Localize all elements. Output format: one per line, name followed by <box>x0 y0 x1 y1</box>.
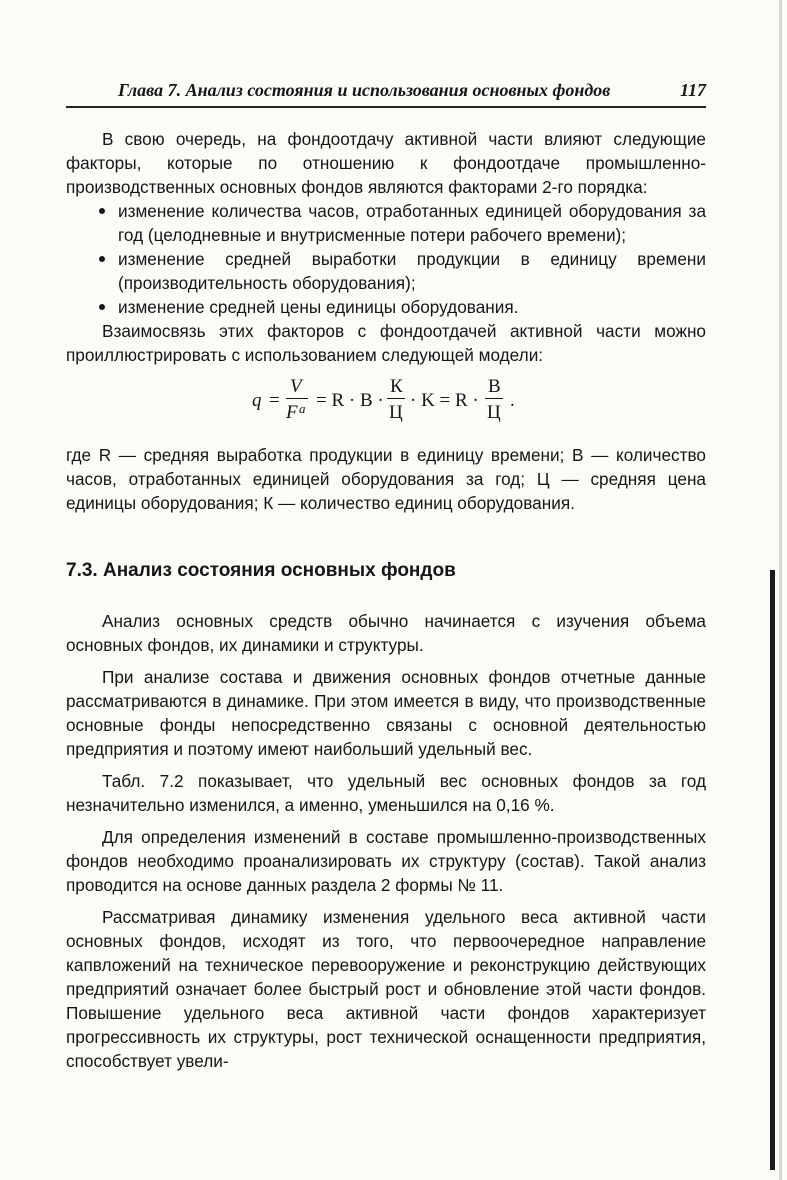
scan-edge <box>779 0 782 1180</box>
fraction-line <box>387 398 405 399</box>
formula-F: F <box>286 402 298 423</box>
intro-paragraph: В свою очередь, на фондоотдачу активной части влияют следующие факторы, которые по отношению к фондоотдаче промышленно-производственных основных фондов являются факторами 2-го порядка: <box>66 129 706 197</box>
formula-B: В <box>488 376 501 397</box>
chapter-title: Глава 7. Анализ состояния и использования основных фондов <box>118 80 611 100</box>
paragraph: Рассматривая динамику изменения удельного веса активной части основных фондов, исходят из того, что первоочередное направление капвложений на техническое перевооружение и реконструкцию действующих предприятий означает более быстрый рост и обновление этой части фондов. Повышение удельного веса активной части фондов характеризует прогрессивность их структуры, рост технической оснащенности предприятия, способствует увели- <box>66 907 706 1071</box>
formula <box>66 371 706 429</box>
factor-list <box>66 199 706 319</box>
list-item: изменение средней цены единицы оборудования. <box>66 295 706 319</box>
formula-V: V <box>290 376 302 397</box>
formula-C1: Ц <box>389 402 403 423</box>
formula-eq: = <box>269 390 280 411</box>
paragraph: Анализ основных средств обычно начинается с изучения объема основных фондов, их динамики и структуры. <box>66 611 706 655</box>
scan-edge-dark <box>770 570 775 1170</box>
formula-part1: = R · B · <box>316 390 384 411</box>
paragraph: Табл. 7.2 показывает, что удельный вес основных фондов за год незначительно изменился, а именно, уменьшился на 0,16 %. <box>66 771 706 815</box>
formula-q: q <box>252 390 262 411</box>
formula-C2: Ц <box>487 402 501 423</box>
formula-part2: · K = R · <box>410 390 479 411</box>
where-paragraph: где R — средняя выработка продукции в единицу времени; В — количество часов, отработанных единицей оборудования за год; Ц — средняя цена единицы оборудования; К — количество единиц оборудования. <box>66 445 706 513</box>
section-title: 7.3. Анализ состояния основных фондов <box>66 560 456 581</box>
relation-paragraph: Взаимосвязь этих факторов с фондоотдачей активной части можно проиллюстрировать с использованием следующей модели: <box>66 321 706 365</box>
paragraph: При анализе состава и движения основных фондов отчетные данные рассматриваются в динамике. При этом имеется в виду, что производственные основные фонды непосредственно связаны с основной деятельностью предприятия и поэтому имеют наибольший удельный вес. <box>66 667 706 759</box>
list-item: изменение количества часов, отработанных единицей оборудования за год (целодневные и внутрисменные потери рабочего времени); <box>66 199 706 247</box>
running-header <box>66 80 706 108</box>
page-number: 117 <box>679 80 706 100</box>
body-text <box>66 127 706 1073</box>
formula-K: К <box>390 376 403 397</box>
formula-a: a <box>299 401 306 416</box>
formula-end: . <box>510 390 515 411</box>
list-item: изменение средней выработки продукции в единицу времени (производительность оборудования); <box>66 247 706 295</box>
paragraph: Для определения изменений в составе промышленно-производственных фондов необходимо проанализировать их структуру (состав). Такой анализ проводится на основе данных раздела 2 формы № 11. <box>66 827 706 895</box>
fraction-line <box>485 398 503 399</box>
